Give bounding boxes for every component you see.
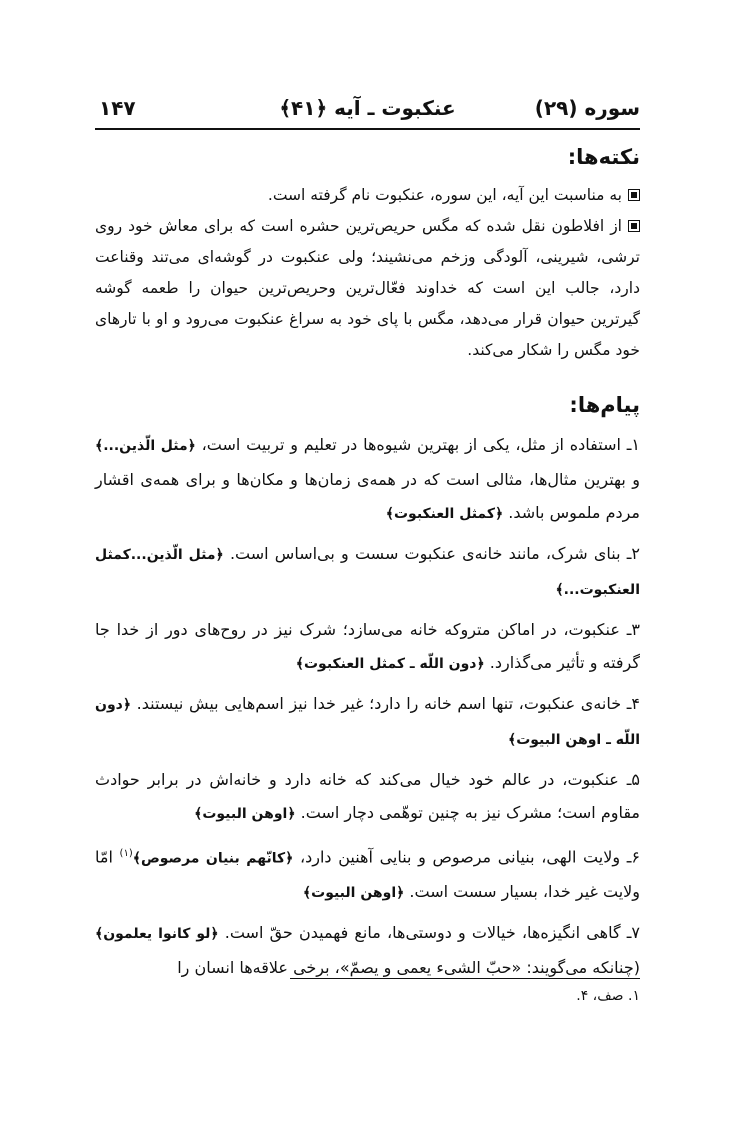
message-text: امّا ولایت غیر خدا، بسیار سست است. — [95, 847, 640, 902]
surah-label: سوره (۲۹) — [534, 96, 640, 120]
message-text: ۵ـ عنکبوت، در عالم خود خیال می‌کند که خانه دارد و خانه‌اش در برابر حوادث مقاوم است؛ مشرک نیز به چنین توهّمی دچار است. — [95, 770, 640, 822]
quran-quote: ﴿کمثل العنکبوت﴾ — [385, 506, 504, 522]
footnote-ref[interactable]: (۱) — [119, 848, 133, 859]
notes-section — [95, 140, 640, 366]
message-text: و بهترین مثال‌ها، مثالی است که در همه‌ی زمان‌ها و مکان‌ها و برای همه‌ی اقشار مردم ملموس باشد. — [95, 470, 640, 522]
quran-quote: ﴿دون اللّه ـ کمثل العنکبوت﴾ — [295, 656, 485, 672]
quran-quote: ﴿اوهن البیوت﴾ — [194, 806, 296, 822]
square-bullet-icon — [628, 189, 640, 201]
message-text: ۳ـ عنکبوت، در اماکن متروکه خانه می‌سازد؛ شرک نیز در روح‌های دور از خدا جا گرفته و تأثیر می‌گذارد. — [95, 620, 640, 672]
header-rule — [95, 128, 640, 130]
notes-title: نکته‌ها: — [567, 145, 640, 169]
message-text: ۲ـ بنای شرک، مانند خانه‌ی عنکبوت سست و بی‌اساس است. — [223, 544, 640, 563]
note-text: به مناسبت این آیه، این سوره، عنکبوت نام گرفته است. — [267, 186, 622, 204]
note-item — [95, 211, 640, 366]
quran-quote: ﴿مثل الّذین...﴾ — [95, 438, 196, 454]
messages-title: پیام‌ها: — [569, 393, 640, 417]
page-number: ۱۴۷ — [99, 96, 136, 120]
quran-quote: ﴿لو کانوا یعلمون﴾ — [95, 926, 219, 943]
message-text: ۷ـ گاهی انگیزه‌ها، خیالات و دوستی‌ها، مانع فهمیدن حقّ است. — [218, 923, 641, 943]
message-item — [95, 763, 640, 831]
message-item — [95, 613, 640, 681]
footnote-rule — [290, 978, 640, 979]
message-text: (چنانکه می‌گویند: «حبّ الشیء یعمی و یصمّ»، برخی علاقه‌ها انسان را — [177, 958, 640, 978]
quran-quote: ﴿مثل الّذین...کمثل العنکبوت...﴾ — [95, 547, 640, 598]
message-text: ۶ـ ولایت الهی، بنیانی مرصوص و بنایی آهنین دارد، — [293, 847, 640, 867]
page-header — [95, 96, 640, 126]
running-title: عنکبوت ـ آیه ﴿۴۱﴾ — [279, 96, 456, 120]
quran-quote: ﴿دون اللّه ـ اوهن البیوت﴾ — [95, 697, 640, 748]
message-item — [95, 916, 640, 984]
page-content — [95, 140, 640, 990]
note-text: از افلاطون نقل شده که مگس حریص‌ترین حشره است که برای معاش خود روی ترشی، شیرینی، آلودگی وزخم می‌نشیند؛ ولی عنکبوت در گوشه‌ای می‌تند وقناعت دارد، جالب این است که خداوند فعّال‌ترین وحریص‌ترین حیوان را طعمه گوشه گیرترین حیوان قرار می‌دهد، مگس با پای خود به سراغ عنکبوت می‌رود و او با تارهای خود مگس را شکار می‌کند. — [95, 217, 640, 359]
message-item — [95, 687, 640, 757]
footnote: ۱. صف، ۴. — [576, 988, 640, 1004]
message-item — [95, 537, 640, 607]
note-item — [95, 180, 640, 211]
message-text: ۴ـ خانه‌ی عنکبوت، تنها اسم خانه را دارد؛ غیر خدا نیز اسم‌هایی بیش نیستند. — [131, 694, 640, 713]
square-bullet-icon — [628, 220, 640, 232]
message-text: ۱ـ استفاده از مثل، یکی از بهترین شیوه‌ها در تعلیم و تربیت است، — [195, 435, 640, 454]
message-item — [95, 837, 640, 910]
message-item — [95, 428, 640, 531]
quran-quote: ﴿کانّهم بنیان مرصوص﴾ — [132, 850, 294, 867]
messages-section — [95, 388, 640, 984]
quran-quote: ﴿اوهن البیوت﴾ — [302, 885, 405, 902]
